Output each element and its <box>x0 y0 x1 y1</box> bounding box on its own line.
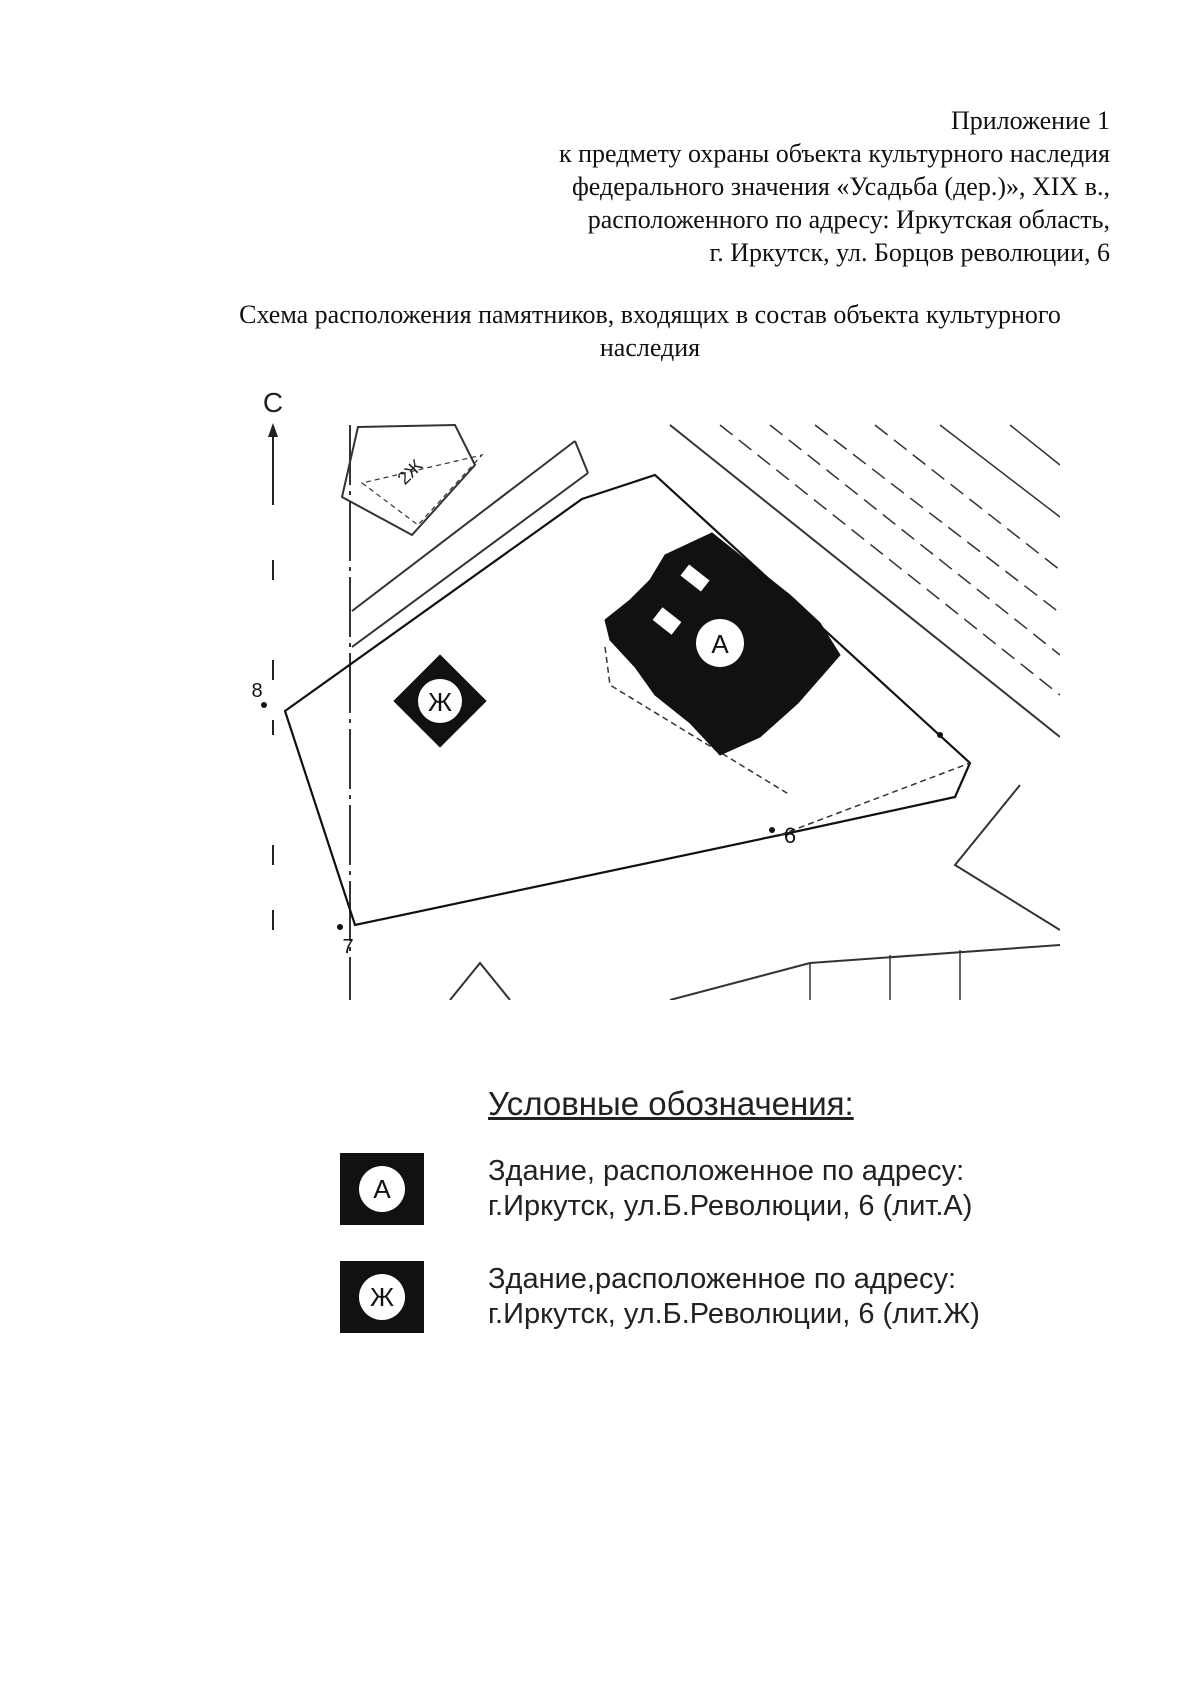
legend-title: Условные обозначения: <box>488 1085 854 1122</box>
appendix-line-5: г. Иркутск, ул. Борцов революции, 6 <box>709 238 1110 267</box>
appendix-line-1: Приложение 1 <box>950 106 1110 135</box>
building-zh <box>393 654 486 747</box>
scheme-title-line-1: Схема расположения памятников, входящих в состав объекта культурного <box>239 300 1061 329</box>
legend-a-line-1: Здание, расположенное по адресу: <box>488 1155 965 1187</box>
legend-swatch-zh <box>340 1261 424 1333</box>
legend-a-line-2: г.Иркутск, ул.Б.Революции, 6 (лит.А) <box>488 1190 973 1222</box>
scheme-title-line-2: наследия <box>599 333 701 362</box>
appendix-note <box>559 104 1110 269</box>
legend-text-a <box>488 1154 972 1224</box>
legend-zh-line-1: Здание,расположенное по адресу: <box>488 1263 957 1295</box>
north-label: С <box>262 387 284 418</box>
point-label-8: 8 <box>251 680 263 702</box>
building-a <box>605 533 840 755</box>
neighbor-building-label: 2Ж <box>393 455 427 489</box>
legend-swatch-a <box>340 1153 424 1225</box>
appendix-line-4: расположенного по адресу: Иркутская область, <box>587 205 1110 234</box>
appendix-line-2: к предмету охраны объекта культурного наследия <box>558 139 1110 168</box>
north-arrow <box>263 387 283 930</box>
site-map <box>250 385 1060 1000</box>
legend-item-zh <box>340 1261 1060 1333</box>
site-boundary <box>261 475 970 930</box>
point-label-6: 6 <box>783 823 797 848</box>
building-zh-label: Ж <box>427 687 453 717</box>
legend-symbol-a: А <box>359 1166 405 1212</box>
legend-zh-line-2: г.Иркутск, ул.Б.Революции, 6 (лит.Ж) <box>488 1298 980 1330</box>
building-a-label: А <box>711 629 729 659</box>
point-label-7: 7 <box>342 936 354 958</box>
scheme-title <box>200 298 1100 364</box>
legend-text-zh <box>488 1262 980 1332</box>
legend-symbol-zh: Ж <box>359 1274 405 1320</box>
appendix-line-3: федерального значения «Усадьба (дер.)», XIX в., <box>571 172 1110 201</box>
legend-item-a <box>340 1153 1060 1225</box>
legend <box>340 1085 1060 1369</box>
